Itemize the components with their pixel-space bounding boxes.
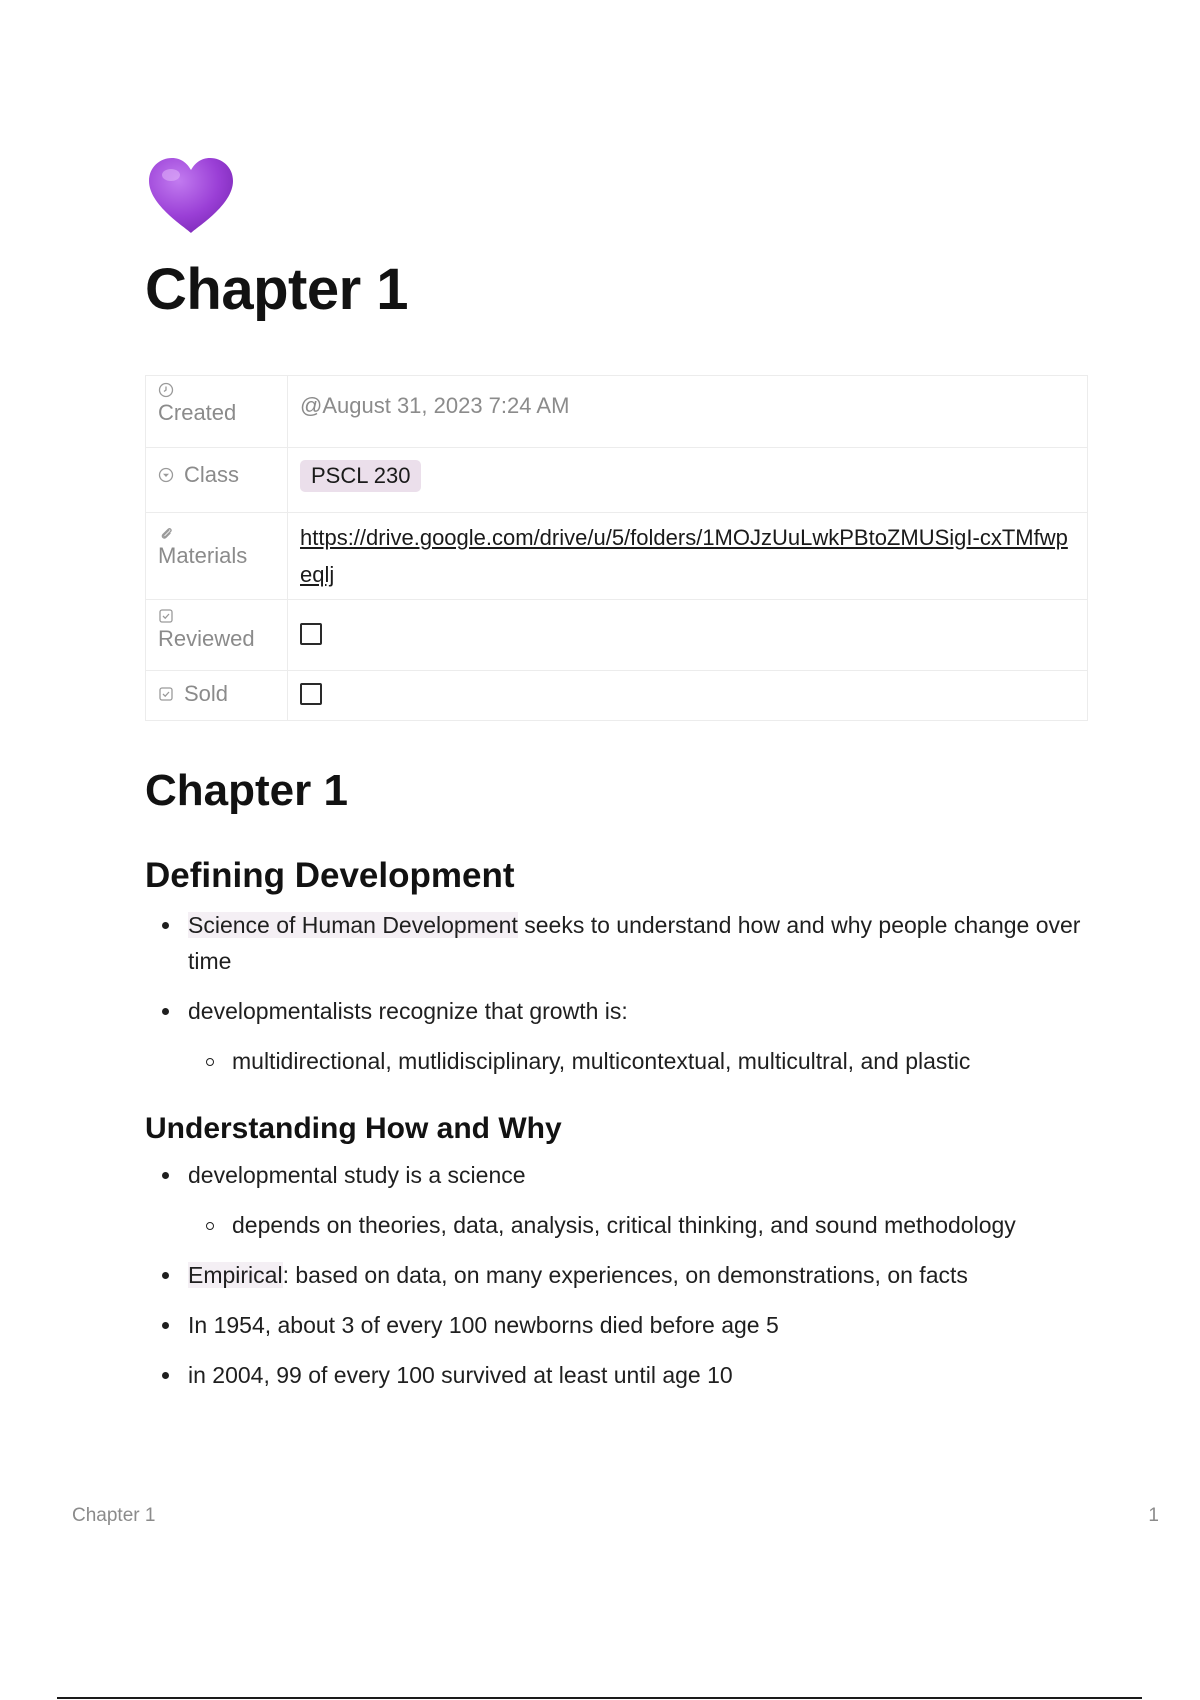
property-row-sold xyxy=(146,671,1088,721)
select-icon xyxy=(158,467,174,483)
property-row-class xyxy=(146,448,1088,513)
list-item-text: In 1954, about 3 of every 100 newborns died before age 5 xyxy=(188,1312,779,1338)
list-item xyxy=(145,907,1088,979)
bullet-list xyxy=(145,1157,1088,1393)
property-label-created: Created xyxy=(158,400,237,425)
page-title: Chapter 1 xyxy=(145,257,409,322)
reviewed-checkbox[interactable] xyxy=(300,623,322,645)
property-row-created xyxy=(146,376,1088,448)
list-subitem xyxy=(145,1043,1088,1079)
list-subitem xyxy=(145,1207,1088,1243)
list-item xyxy=(145,1307,1088,1343)
property-label-reviewed: Reviewed xyxy=(158,626,255,651)
list-item-text: depends on theories, data, analysis, critical thinking, and sound methodology xyxy=(232,1212,1016,1238)
list-item xyxy=(145,993,1088,1029)
section-heading-understanding: Understanding How and Why xyxy=(145,1112,562,1145)
highlighted-term: Empirical xyxy=(188,1262,283,1288)
materials-link[interactable]: https://drive.google.com/drive/u/5/folders/1MOJzUuLwkPBtoZMUSigI-cxTMfwpeqlj xyxy=(300,525,1068,587)
sold-checkbox[interactable] xyxy=(300,683,322,705)
list-item-text: seeks to understand how and why people change over time xyxy=(188,912,1081,974)
clock-icon xyxy=(158,382,174,398)
content-heading: Chapter 1 xyxy=(145,766,348,815)
list-item-text: developmental study is a science xyxy=(188,1162,526,1188)
paperclip-icon xyxy=(158,525,174,541)
property-row-reviewed xyxy=(146,600,1088,671)
bullet-list xyxy=(145,907,1088,1079)
checkbox-icon xyxy=(158,686,174,702)
list-item-text: developmentalists recognize that growth is: xyxy=(188,998,628,1024)
page-divider xyxy=(57,1697,1142,1699)
list-item-text: in 2004, 99 of every 100 survived at least until age 10 xyxy=(188,1362,733,1388)
property-label-sold: Sold xyxy=(184,681,229,706)
page-number: 1 xyxy=(1148,1505,1159,1526)
section-heading-defining-development: Defining Development xyxy=(145,856,515,895)
property-label-class: Class xyxy=(184,462,240,487)
list-item-text: : based on data, on many experiences, on demonstrations, on facts xyxy=(282,1262,968,1288)
property-row-materials xyxy=(146,513,1088,600)
list-item xyxy=(145,1357,1088,1393)
created-value: @August 31, 2023 7:24 AM xyxy=(300,393,570,418)
page xyxy=(145,155,1088,1393)
properties-table xyxy=(145,375,1088,721)
property-label-materials: Materials xyxy=(158,543,248,568)
checkbox-icon xyxy=(158,608,174,624)
list-item xyxy=(145,1257,1088,1293)
list-item xyxy=(145,1157,1088,1193)
class-tag[interactable]: PSCL 230 xyxy=(300,460,421,492)
purple-heart-icon xyxy=(145,155,237,237)
footer-title: Chapter 1 xyxy=(72,1505,156,1526)
highlighted-term: Science of Human Development xyxy=(188,912,518,938)
list-item-text: multidirectional, mutlidisciplinary, multicontextual, multicultral, and plastic xyxy=(232,1048,971,1074)
